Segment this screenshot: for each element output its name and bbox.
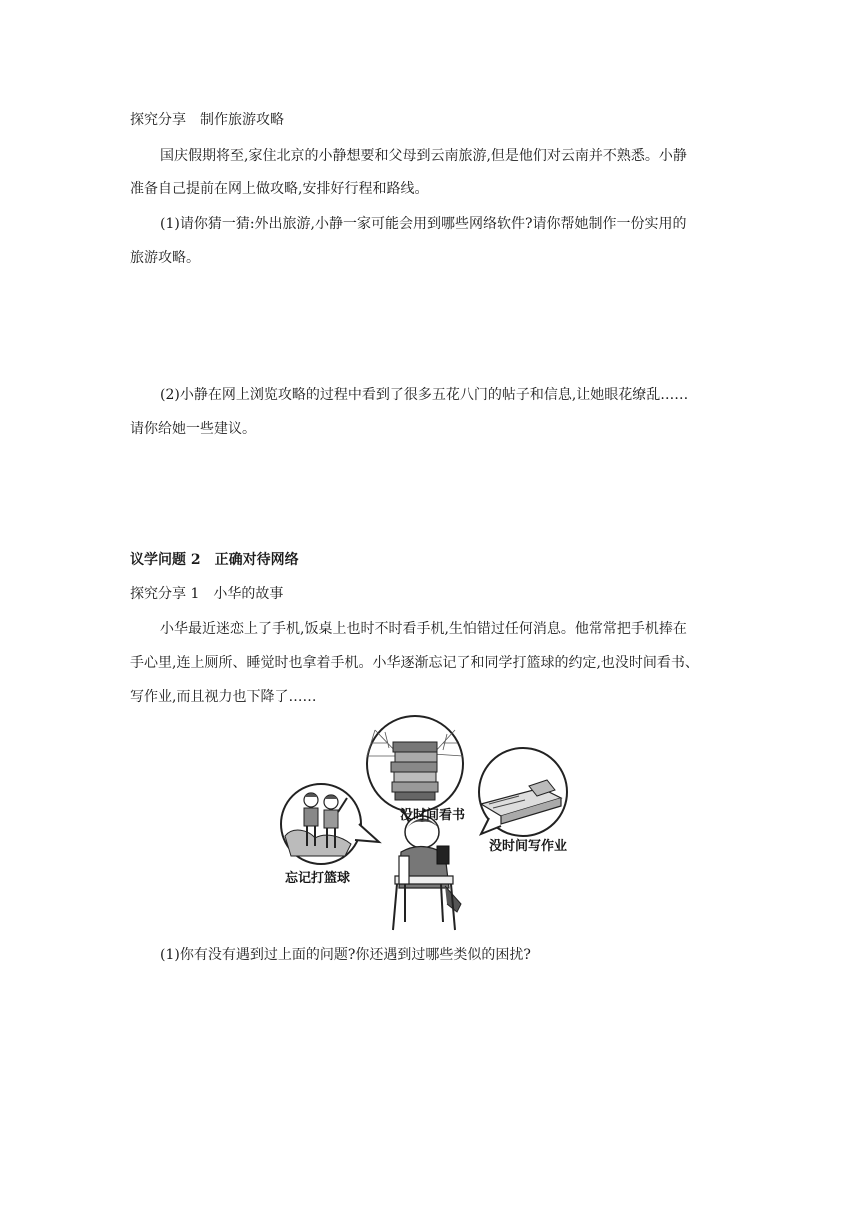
- section2-story-line2: 手心里,连上厕所、睡觉时也拿着手机。小华逐渐忘记了和同学打篮球的约定,也没时间看书、: [130, 655, 699, 671]
- section1-heading: 探究分享 制作旅游攻略: [130, 112, 284, 128]
- phone-addiction-illustration: [275, 708, 595, 936]
- section1-q2-line2: 请你给她一些建议。: [130, 421, 256, 437]
- section2-story-line1: 小华最近迷恋上了手机,饭桌上也时不时看手机,生怕错过任何消息。他常常把手机捧在: [160, 621, 687, 637]
- label-no-time-for-homework: 没时间写作业: [489, 839, 568, 854]
- section1-q1-line2: 旅游攻略。: [130, 250, 200, 266]
- section2-q1: (1)你有没有遇到过上面的问题?你还遇到过哪些类似的困扰?: [160, 947, 531, 963]
- boy-on-chair-icon: [393, 816, 461, 930]
- section1-q2-line1: (2)小静在网上浏览攻略的过程中看到了很多五花八门的帖子和信息,让她眼花缭乱……: [160, 387, 689, 403]
- basketball-bubble: [281, 784, 379, 864]
- label-no-time-for-books: 没时间看书: [400, 808, 466, 823]
- label-forgot-basketball: 忘记打篮球: [285, 871, 351, 886]
- section1-q1-line1: (1)请你猜一猜:外出旅游,小静一家可能会用到哪些网络软件?请你帮她制作一份实用的: [160, 216, 687, 232]
- book-stack-icon: [391, 742, 438, 800]
- section2-story-line3: 写作业,而且视力也下降了……: [130, 689, 317, 705]
- section1-intro-line1: 国庆假期将至,家住北京的小静想要和父母到云南旅游,但是他们对云南并不熟悉。小静: [160, 148, 687, 164]
- section1-intro-line2: 准备自己提前在网上做攻略,安排好行程和路线。: [130, 181, 429, 197]
- section2-subheading: 探究分享 1 小华的故事: [130, 586, 284, 602]
- section2-title: 议学问题 2 正确对待网络: [130, 552, 299, 568]
- homework-bubble: [479, 748, 567, 836]
